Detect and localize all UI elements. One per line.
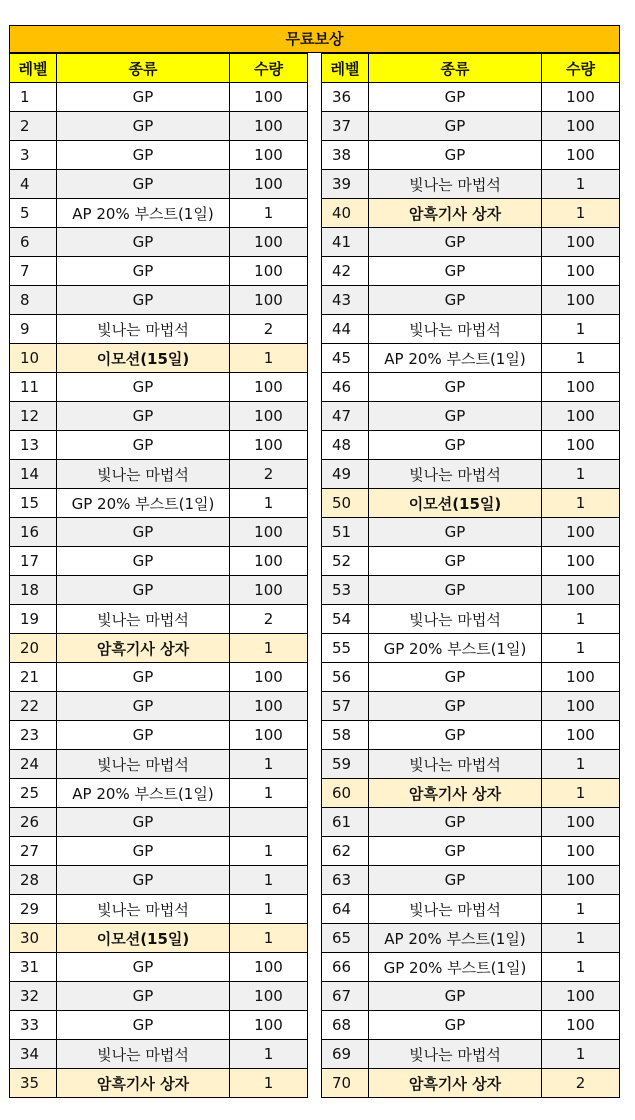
type-cell: GP 20% 부스트(1일) [369,634,542,663]
table-row [10,141,308,170]
type-cell: AP 20% 부스트(1일) [57,779,230,808]
table-row [10,808,308,837]
qty-cell: 100 [230,953,308,982]
qty-cell: 1 [230,895,308,924]
level-cell: 53 [322,576,369,605]
qty-cell: 100 [542,141,620,170]
qty-header: 수량 [230,54,308,83]
type-cell: GP [369,663,542,692]
qty-cell: 100 [542,866,620,895]
level-cell: 2 [10,112,57,141]
type-cell: GP [57,402,230,431]
table-row [322,895,620,924]
type-cell: GP [369,373,542,402]
qty-cell: 100 [542,112,620,141]
level-cell: 3 [10,141,57,170]
qty-cell: 1 [542,344,620,373]
qty-cell: 100 [230,518,308,547]
level-cell: 24 [10,750,57,779]
tables-container [9,53,620,1098]
right-reward-table [321,53,620,1098]
qty-cell: 100 [542,837,620,866]
qty-cell: 1 [542,924,620,953]
type-header: 종류 [369,54,542,83]
type-cell: GP [369,692,542,721]
table-row [10,257,308,286]
qty-cell: 1 [230,199,308,228]
table-row [10,1069,308,1098]
level-cell: 45 [322,344,369,373]
level-cell: 7 [10,257,57,286]
table-row [10,750,308,779]
level-cell: 48 [322,431,369,460]
type-cell: GP [369,402,542,431]
level-cell: 14 [10,460,57,489]
type-cell: 암흑기사 상자 [57,634,230,663]
table-row [322,692,620,721]
level-cell: 13 [10,431,57,460]
level-cell: 51 [322,518,369,547]
qty-cell: 1 [230,924,308,953]
level-cell: 9 [10,315,57,344]
table-row [10,663,308,692]
level-cell: 43 [322,286,369,315]
type-cell: 암흑기사 상자 [57,1069,230,1098]
type-header: 종류 [57,54,230,83]
level-cell: 6 [10,228,57,257]
qty-cell: 100 [230,373,308,402]
level-cell: 4 [10,170,57,199]
table-row [10,373,308,402]
type-cell: GP [369,982,542,1011]
qty-cell: 100 [230,402,308,431]
level-cell: 15 [10,489,57,518]
type-cell: GP [57,663,230,692]
qty-cell: 100 [542,1011,620,1040]
table-row [10,228,308,257]
level-cell: 18 [10,576,57,605]
qty-cell: 1 [542,779,620,808]
qty-cell: 2 [230,315,308,344]
level-cell: 54 [322,605,369,634]
level-cell: 70 [322,1069,369,1098]
level-cell: 22 [10,692,57,721]
table-row [10,170,308,199]
type-cell: GP [57,170,230,199]
table-row [322,112,620,141]
table-row [322,663,620,692]
type-cell: AP 20% 부스트(1일) [369,924,542,953]
qty-cell: 1 [230,1040,308,1069]
table-row [10,866,308,895]
level-cell: 69 [322,1040,369,1069]
type-cell: 빛나는 마법석 [369,895,542,924]
type-cell: 빛나는 마법석 [369,460,542,489]
type-cell: 빛나는 마법석 [57,460,230,489]
level-cell: 29 [10,895,57,924]
qty-cell: 100 [542,721,620,750]
table-row [322,953,620,982]
type-cell: 빛나는 마법석 [57,315,230,344]
reward-sheet [9,25,620,1098]
type-cell: GP [369,808,542,837]
qty-cell: 100 [230,83,308,112]
type-cell: GP [369,286,542,315]
level-cell: 64 [322,895,369,924]
level-cell: 16 [10,518,57,547]
type-cell: GP 20% 부스트(1일) [57,489,230,518]
table-row [322,518,620,547]
type-cell: GP [369,837,542,866]
left-table-body [10,83,308,1098]
table-row [322,315,620,344]
table-row [10,286,308,315]
table-row [10,315,308,344]
level-cell: 42 [322,257,369,286]
table-row [10,431,308,460]
qty-cell: 100 [542,373,620,402]
type-cell: GP [369,257,542,286]
level-cell: 62 [322,837,369,866]
type-cell: 암흑기사 상자 [369,1069,542,1098]
level-cell: 67 [322,982,369,1011]
sheet-title: 무료보상 [9,25,620,53]
table-row [322,721,620,750]
type-cell: 빛나는 마법석 [57,750,230,779]
table-row [322,866,620,895]
table-row [10,721,308,750]
level-cell: 55 [322,634,369,663]
type-cell: GP [57,518,230,547]
table-row [322,431,620,460]
right-table-body [322,83,620,1098]
type-cell: GP [57,83,230,112]
level-cell: 39 [322,170,369,199]
type-cell: GP [57,866,230,895]
qty-header: 수량 [542,54,620,83]
type-cell: GP [57,953,230,982]
qty-cell: 1 [542,605,620,634]
type-cell: GP [369,83,542,112]
qty-cell: 1 [542,489,620,518]
type-cell: GP [369,518,542,547]
type-cell: 암흑기사 상자 [369,779,542,808]
level-cell: 63 [322,866,369,895]
level-cell: 27 [10,837,57,866]
type-cell: GP [369,112,542,141]
level-cell: 60 [322,779,369,808]
type-cell: AP 20% 부스트(1일) [369,344,542,373]
level-cell: 23 [10,721,57,750]
level-cell: 61 [322,808,369,837]
type-cell: GP [57,1011,230,1040]
table-row [322,808,620,837]
qty-cell: 100 [542,518,620,547]
qty-cell: 100 [230,663,308,692]
qty-cell: 100 [542,257,620,286]
table-row [322,373,620,402]
qty-cell: 100 [230,431,308,460]
table-row [322,344,620,373]
table-row [322,837,620,866]
type-cell: GP [57,982,230,1011]
level-cell: 36 [322,83,369,112]
level-cell: 35 [10,1069,57,1098]
table-row [322,924,620,953]
type-cell: GP [369,431,542,460]
table-row [10,460,308,489]
table-row [322,402,620,431]
table-row [10,344,308,373]
table-row [322,286,620,315]
type-cell: GP [369,721,542,750]
header-row [10,54,308,83]
table-row [322,83,620,112]
qty-cell: 100 [230,112,308,141]
qty-cell: 100 [230,170,308,199]
table-row [10,779,308,808]
table-row [10,895,308,924]
level-cell: 26 [10,808,57,837]
type-cell: 빛나는 마법석 [57,605,230,634]
qty-cell: 100 [230,228,308,257]
qty-cell: 1 [230,866,308,895]
qty-cell: 1 [542,170,620,199]
type-cell: 이모션(15일) [57,924,230,953]
qty-cell: 100 [542,576,620,605]
qty-cell: 1 [542,315,620,344]
qty-cell: 100 [542,402,620,431]
qty-cell: 100 [230,692,308,721]
table-row [10,982,308,1011]
table-row [322,605,620,634]
level-header: 레벨 [322,54,369,83]
level-cell: 31 [10,953,57,982]
qty-cell: 1 [230,750,308,779]
table-row [10,112,308,141]
table-row [10,692,308,721]
table-row [10,489,308,518]
qty-cell: 1 [542,953,620,982]
level-cell: 28 [10,866,57,895]
table-row [322,460,620,489]
level-cell: 8 [10,286,57,315]
table-row [10,634,308,663]
qty-cell: 1 [542,750,620,779]
type-cell: GP [369,228,542,257]
table-row [10,518,308,547]
level-cell: 17 [10,547,57,576]
qty-cell: 100 [542,663,620,692]
table-row [322,257,620,286]
type-cell: 빛나는 마법석 [369,605,542,634]
type-cell: 이모션(15일) [369,489,542,518]
table-row [10,402,308,431]
qty-cell: 1 [542,634,620,663]
level-cell: 50 [322,489,369,518]
type-cell: GP [57,112,230,141]
level-cell: 34 [10,1040,57,1069]
type-cell: 이모션(15일) [57,344,230,373]
level-cell: 10 [10,344,57,373]
level-cell: 33 [10,1011,57,1040]
qty-cell: 1 [542,460,620,489]
left-reward-table [9,53,308,1098]
level-cell: 58 [322,721,369,750]
type-cell: GP [57,576,230,605]
level-cell: 20 [10,634,57,663]
type-cell: GP 20% 부스트(1일) [369,953,542,982]
qty-cell: 100 [230,576,308,605]
qty-cell: 100 [230,257,308,286]
type-cell: GP [57,721,230,750]
level-cell: 30 [10,924,57,953]
level-cell: 47 [322,402,369,431]
table-row [322,779,620,808]
table-row [10,1040,308,1069]
type-cell: GP [369,547,542,576]
type-cell: GP [57,692,230,721]
qty-cell: 2 [230,605,308,634]
level-header: 레벨 [10,54,57,83]
level-cell: 19 [10,605,57,634]
qty-cell: 1 [230,489,308,518]
type-cell: GP [57,141,230,170]
level-cell: 37 [322,112,369,141]
qty-cell: 100 [230,721,308,750]
level-cell: 44 [322,315,369,344]
table-row [10,953,308,982]
type-cell: GP [57,373,230,402]
level-cell: 66 [322,953,369,982]
type-cell: GP [369,141,542,170]
level-cell: 65 [322,924,369,953]
type-cell: GP [57,286,230,315]
level-cell: 1 [10,83,57,112]
type-cell: 빛나는 마법석 [369,170,542,199]
table-row [322,634,620,663]
table-row [10,576,308,605]
qty-cell: 100 [230,286,308,315]
level-cell: 25 [10,779,57,808]
level-cell: 11 [10,373,57,402]
type-cell: GP [57,547,230,576]
table-row [10,605,308,634]
level-cell: 12 [10,402,57,431]
table-row [322,547,620,576]
type-cell: GP [369,1011,542,1040]
level-cell: 40 [322,199,369,228]
table-row [322,750,620,779]
qty-cell: 100 [542,547,620,576]
type-cell: 빛나는 마법석 [369,315,542,344]
qty-cell: 1 [230,634,308,663]
type-cell: 빛나는 마법석 [57,1040,230,1069]
level-cell: 52 [322,547,369,576]
table-row [322,1069,620,1098]
level-cell: 32 [10,982,57,1011]
qty-cell: 100 [542,808,620,837]
qty-cell: 100 [542,431,620,460]
qty-cell: 100 [230,547,308,576]
type-cell: GP [369,866,542,895]
level-cell: 41 [322,228,369,257]
type-cell: GP [57,431,230,460]
qty-cell: 1 [542,895,620,924]
type-cell: 빛나는 마법석 [57,895,230,924]
level-cell: 56 [322,663,369,692]
qty-cell: 2 [230,460,308,489]
table-row [322,141,620,170]
header-row [322,54,620,83]
table-row [10,547,308,576]
table-row [322,170,620,199]
qty-cell: 1 [542,1040,620,1069]
type-cell: 빛나는 마법석 [369,750,542,779]
table-row [322,1040,620,1069]
type-cell: GP [57,257,230,286]
level-cell: 5 [10,199,57,228]
qty-cell: 100 [542,692,620,721]
qty-cell: 100 [230,141,308,170]
table-row [322,576,620,605]
level-cell: 49 [322,460,369,489]
type-cell: 빛나는 마법석 [369,1040,542,1069]
qty-cell: 100 [230,982,308,1011]
table-row [322,228,620,257]
level-cell: 57 [322,692,369,721]
qty-cell: 1 [542,199,620,228]
qty-cell: 100 [542,982,620,1011]
qty-cell: 100 [542,286,620,315]
qty-cell: 100 [542,228,620,257]
table-row [10,837,308,866]
type-cell: AP 20% 부스트(1일) [57,199,230,228]
qty-cell [230,808,308,837]
level-cell: 59 [322,750,369,779]
level-cell: 21 [10,663,57,692]
type-cell: GP [57,228,230,257]
level-cell: 46 [322,373,369,402]
qty-cell: 1 [230,779,308,808]
qty-cell: 1 [230,1069,308,1098]
type-cell: GP [57,808,230,837]
qty-cell: 2 [542,1069,620,1098]
type-cell: GP [369,576,542,605]
level-cell: 38 [322,141,369,170]
table-row [10,924,308,953]
type-cell: 암흑기사 상자 [369,199,542,228]
table-row [322,199,620,228]
table-row [10,1011,308,1040]
table-row [322,489,620,518]
qty-cell: 1 [230,837,308,866]
qty-cell: 100 [230,1011,308,1040]
table-row [322,982,620,1011]
table-row [322,1011,620,1040]
level-cell: 68 [322,1011,369,1040]
table-row [10,83,308,112]
type-cell: GP [57,837,230,866]
qty-cell: 100 [542,83,620,112]
table-row [10,199,308,228]
qty-cell: 1 [230,344,308,373]
